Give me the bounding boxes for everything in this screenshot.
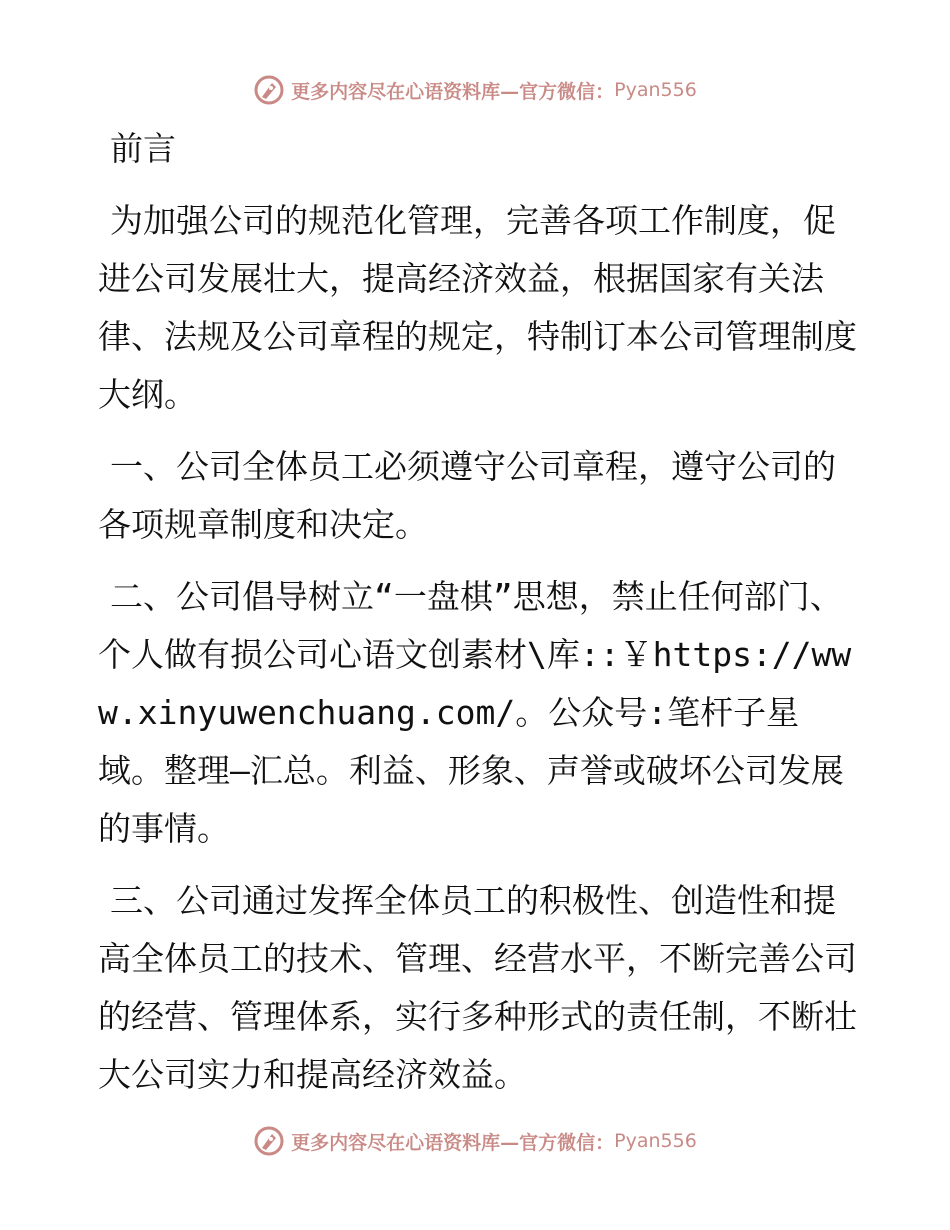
footer-banner: [0, 1121, 950, 1161]
banner-text: 更多内容尽在心语资料库—官方微信：: [291, 80, 615, 103]
banner-text: 更多内容尽在心语资料库—官方微信：: [291, 1131, 615, 1154]
document-heading: 前言: [110, 129, 176, 168]
banner-wechat-id: Pyan556: [614, 79, 697, 101]
paragraph: 三、公司通过发挥全体员工的积极性、创造性和提高全体员工的技术、管理、经营水平，不断完善公司的经营、管理体系，实行多种形式的责任制，不断壮大公司实力和提高经济效益。: [98, 881, 857, 1094]
banner-wechat-id: Pyan556: [614, 1130, 697, 1152]
header-banner: [0, 70, 950, 110]
paragraph: 二、公司倡导树立“一盘棋”思想，禁止任何部门、个人做有损公司心语文创素材\库::￥https://www.xinyuwenchuang.com/。公众号:笔杆子星域。整理—汇总。利益、形象、声誉或破坏公司发展的事情。: [98, 577, 852, 848]
pen-nib-logo-icon: [253, 74, 285, 106]
paragraph: 一、公司全体员工必须遵守公司章程，遵守公司的各项规章制度和决定。: [98, 447, 836, 544]
pen-nib-logo-icon: [253, 1125, 285, 1157]
paragraph: 为加强公司的规范化管理，完善各项工作制度，促进公司发展壮大，提高经济效益，根据国家有关法律、法规及公司章程的规定，特制订本公司管理制度大纲。: [98, 201, 857, 414]
document-body: [98, 120, 858, 1104]
